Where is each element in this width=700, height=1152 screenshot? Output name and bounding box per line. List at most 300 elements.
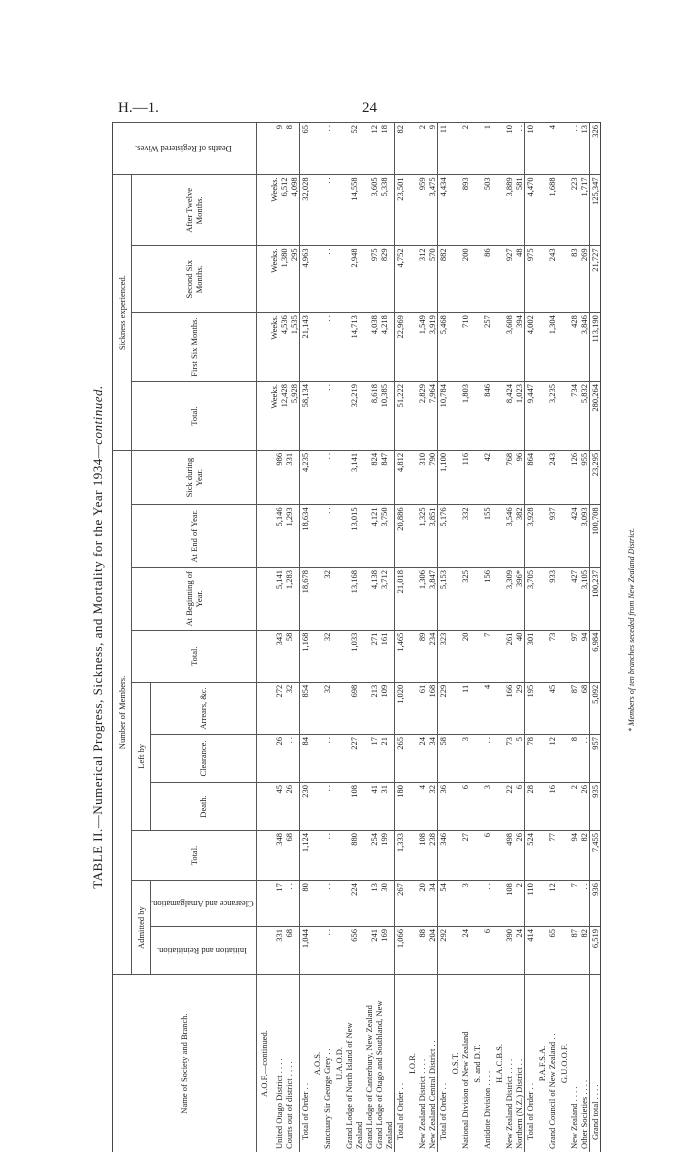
empty-cell [332, 505, 344, 568]
table-cell: 937 [547, 505, 557, 568]
table-cell: 1,100 [437, 450, 448, 504]
table-cell: 113,190 [589, 313, 600, 382]
total-row [299, 123, 310, 1152]
table-cell: 936 [589, 881, 600, 927]
empty-cell [448, 450, 460, 504]
empty-cell [470, 682, 482, 734]
table-cell: 3,093 [579, 505, 590, 568]
table-cell: 5,832 [579, 382, 590, 451]
table-cell: . . [482, 734, 492, 782]
table-cell: 166 29 [504, 682, 525, 734]
table-cell: 42 [482, 450, 492, 504]
table-cell: 524 [524, 830, 535, 880]
empty-cell [448, 382, 460, 451]
table-cell: 78 [524, 734, 535, 782]
table-cell: 200 [460, 246, 470, 313]
table-row [547, 123, 557, 1152]
table-cell: 17 . . [269, 881, 300, 927]
empty-cell [557, 313, 569, 382]
empty-cell [470, 123, 482, 175]
empty-cell [405, 175, 417, 246]
table-cell: 4,038 4,218 [364, 313, 395, 382]
empty-cell [332, 630, 344, 682]
empty-cell [448, 567, 460, 630]
empty-cell [256, 382, 269, 451]
table-caption [90, 122, 106, 1152]
table-cell: 126 [569, 450, 579, 504]
row-label: Grand total . . . . [589, 975, 600, 1152]
table-cell: 87 [569, 682, 579, 734]
table-cell: 88 204 [417, 927, 438, 975]
table-cell: 13 30 [364, 881, 395, 927]
table-cell: 3,605 5,338 [364, 175, 395, 246]
table-cell: Weeks. 4,536 1,535 [269, 313, 300, 382]
table-cell: 195 [524, 682, 535, 734]
section-label: P.A.F.S.A. [535, 975, 547, 1152]
table-cell: 280,264 [589, 382, 600, 451]
table-cell: 986 331 [269, 450, 300, 504]
section-header-row [405, 123, 417, 1152]
empty-cell [310, 567, 322, 630]
empty-cell [310, 175, 322, 246]
header-clearance: Clearance and Amalgamation. [151, 881, 257, 927]
table-cell: 156 [482, 567, 492, 630]
table-cell: 65 [299, 123, 310, 175]
empty-cell [492, 567, 504, 630]
table-cell: 45 26 [269, 782, 300, 830]
empty-cell [405, 927, 417, 975]
empty-cell [310, 782, 322, 830]
table-cell: 54 [437, 881, 448, 927]
table-cell: 7 [482, 630, 492, 682]
row-label: Grand Council of New Zealand . . [547, 975, 557, 1152]
row-label: Antidote Division . . . . [482, 975, 492, 1152]
table-cell: 261 40 [504, 630, 525, 682]
table-cell: 77 [547, 830, 557, 880]
table-cell: 4,470 [524, 175, 535, 246]
table-cell: 58 [437, 734, 448, 782]
empty-cell [470, 567, 482, 630]
empty-cell [492, 123, 504, 175]
table-cell: 23,501 [394, 175, 405, 246]
empty-cell [492, 830, 504, 880]
empty-cell [332, 175, 344, 246]
table-cell: 424 [569, 505, 579, 568]
table-cell: 89 234 [417, 630, 438, 682]
table-cell: . . [482, 881, 492, 927]
table-cell: 223 [569, 175, 579, 246]
table-cell: 2 [460, 123, 470, 175]
empty-cell [470, 175, 482, 246]
header-death: Death. [151, 782, 257, 830]
empty-cell [332, 830, 344, 880]
empty-cell [470, 505, 482, 568]
table-cell: 3,928 [524, 505, 535, 568]
empty-cell [492, 505, 504, 568]
table-cell: 51,222 [394, 382, 405, 451]
table-cell: 18,678 [299, 567, 310, 630]
empty-cell [535, 782, 547, 830]
empty-cell [332, 313, 344, 382]
table-cell: 14,558 [344, 175, 364, 246]
rotated-table-page [90, 122, 650, 1152]
empty-cell [405, 505, 417, 568]
table-cell: . . [322, 782, 332, 830]
table-cell: 3,141 [344, 450, 364, 504]
table-cell: 108 [344, 782, 364, 830]
empty-cell [256, 927, 269, 975]
table-cell: Weeks. 6,512 4,098 [269, 175, 300, 246]
table-cell: . . [579, 734, 590, 782]
table-cell: 2 [569, 782, 579, 830]
empty-cell [256, 505, 269, 568]
header-arrears: Arrears, &c. [151, 682, 257, 734]
section-label: S. and D.T. [470, 975, 482, 1152]
table-cell: 12 18 [364, 123, 395, 175]
table-row [322, 123, 332, 1152]
table-cell: 927 48 [504, 246, 525, 313]
row-label: Other Societies . . . . [579, 975, 590, 1152]
table-cell: 32 [322, 567, 332, 630]
table-cell: 3,235 [547, 382, 557, 451]
row-label: Total of Order . . [394, 975, 405, 1152]
header-clear: Clearance. [151, 734, 257, 782]
empty-cell [448, 630, 460, 682]
table-cell: 36 [437, 782, 448, 830]
table-cell: 20 [460, 630, 470, 682]
empty-cell [405, 881, 417, 927]
table-cell: 4 32 [417, 782, 438, 830]
empty-cell [448, 830, 460, 880]
header-deaths-wives: Deaths of Registered Wives. [113, 123, 257, 175]
table-cell: . . [322, 313, 332, 382]
table-cell: 94 [569, 830, 579, 880]
empty-cell [256, 175, 269, 246]
header-total-sickness: Total. [132, 382, 257, 451]
table-cell: 180 [394, 782, 405, 830]
table-cell: 6,519 [589, 927, 600, 975]
table-cell: 24 34 [417, 734, 438, 782]
header-first-six: First Six Months. [132, 313, 257, 382]
table-cell: 310 790 [417, 450, 438, 504]
empty-cell [332, 567, 344, 630]
section-header-row [310, 123, 322, 1152]
table-cell: 1,020 [394, 682, 405, 734]
empty-cell [448, 927, 460, 975]
empty-cell [492, 382, 504, 451]
empty-cell [470, 782, 482, 830]
table-cell: 326 [589, 123, 600, 175]
empty-cell [256, 246, 269, 313]
table-cell: 82 [579, 830, 590, 880]
empty-cell [448, 881, 460, 927]
empty-cell [310, 313, 322, 382]
table-cell: 125,347 [589, 175, 600, 246]
empty-cell [448, 175, 460, 246]
empty-cell [535, 505, 547, 568]
table-cell: 10 . . [504, 123, 525, 175]
table-cell: 893 [460, 175, 470, 246]
section-header-row [448, 123, 460, 1152]
row-label: Grand Lodge of North Island of New Zealand [344, 975, 364, 1152]
empty-cell [256, 567, 269, 630]
table-cell: 84 [299, 734, 310, 782]
table-cell: 503 [482, 175, 492, 246]
table-cell: 12 [547, 881, 557, 927]
table-cell: 8 [569, 734, 579, 782]
table-cell: 80 [299, 881, 310, 927]
table-cell: 710 [460, 313, 470, 382]
table-cell: 108 238 [417, 830, 438, 880]
table-cell: 11 [437, 123, 448, 175]
table-cell: 20 34 [417, 881, 438, 927]
caption-continued: continued. [90, 385, 105, 445]
empty-cell [310, 123, 322, 175]
table-cell: 52 [344, 123, 364, 175]
table-cell: 155 [482, 505, 492, 568]
table-cell: 292 [437, 927, 448, 975]
empty-cell [470, 313, 482, 382]
empty-cell [405, 246, 417, 313]
section-label: H.A.C.B.S. [492, 975, 504, 1152]
empty-cell [256, 313, 269, 382]
table-cell: 1,306 3,847 [417, 567, 438, 630]
empty-cell [332, 382, 344, 451]
empty-cell [492, 313, 504, 382]
page-number: 24 [362, 100, 377, 117]
table-cell: 18,634 [299, 505, 310, 568]
empty-cell [332, 682, 344, 734]
empty-cell [332, 450, 344, 504]
empty-cell [310, 927, 322, 975]
table-cell: 10,784 [437, 382, 448, 451]
table-cell: 224 [344, 881, 364, 927]
table-cell: 414 [524, 927, 535, 975]
empty-cell [535, 734, 547, 782]
table-cell: 975 829 [364, 246, 395, 313]
table-cell: 32,219 [344, 382, 364, 451]
empty-cell [405, 782, 417, 830]
section-label: A.O.F.—continued. [256, 975, 269, 1152]
section-header-row [492, 123, 504, 1152]
section-label: G.U.O.O.F. [557, 975, 569, 1152]
table-cell: . . [322, 450, 332, 504]
empty-cell [470, 927, 482, 975]
table-cell: 846 [482, 382, 492, 451]
table-cell: 14,713 [344, 313, 364, 382]
table-cell: 68 [579, 682, 590, 734]
empty-cell [405, 682, 417, 734]
table-row [569, 123, 579, 1152]
table-cell: 4,434 [437, 175, 448, 246]
empty-cell [557, 630, 569, 682]
table-cell: 17 21 [364, 734, 395, 782]
table-cell: . . [579, 881, 590, 927]
table-cell: 312 570 [417, 246, 438, 313]
empty-cell [470, 246, 482, 313]
empty-cell [405, 450, 417, 504]
table-cell: 346 [437, 830, 448, 880]
empty-cell [470, 450, 482, 504]
table-cell: 26 [579, 782, 590, 830]
empty-cell [405, 567, 417, 630]
table-cell: 331 68 [269, 927, 300, 975]
empty-cell [535, 927, 547, 975]
table-cell: 100,708 [589, 505, 600, 568]
table-cell: 880 [344, 830, 364, 880]
row-label: National Division of New Zealand [460, 975, 470, 1152]
table-cell: 267 [394, 881, 405, 927]
table-cell: 5,153 [437, 567, 448, 630]
table-row [579, 123, 590, 1152]
table-cell: 21,018 [394, 567, 405, 630]
table-row [504, 123, 525, 1152]
table-cell: 4 [547, 123, 557, 175]
empty-cell [310, 830, 322, 880]
table-cell: 1,168 [299, 630, 310, 682]
empty-cell [256, 881, 269, 927]
table-cell: 348 68 [269, 830, 300, 880]
table-cell: . . [322, 734, 332, 782]
table-cell: 116 [460, 450, 470, 504]
section-header-row [557, 123, 569, 1152]
table-cell: 26 . . [269, 734, 300, 782]
table-cell: 1,325 3,851 [417, 505, 438, 568]
empty-cell [557, 682, 569, 734]
table-cell: 5,176 [437, 505, 448, 568]
table-cell: 265 [394, 734, 405, 782]
table-cell: 108 2 [504, 881, 525, 927]
empty-cell [310, 246, 322, 313]
table-cell: 229 [437, 682, 448, 734]
table-cell: 323 [437, 630, 448, 682]
empty-cell [535, 175, 547, 246]
empty-cell [535, 567, 547, 630]
table-cell: 243 [547, 246, 557, 313]
footnote: * Members of ten branches seceded from New Zealand District. [627, 528, 636, 732]
table-cell: 698 [344, 682, 364, 734]
empty-cell [448, 123, 460, 175]
table-cell: 428 [569, 313, 579, 382]
table-cell: 5,146 1,293 [269, 505, 300, 568]
table-cell: 3,546 382 [504, 505, 525, 568]
empty-cell [310, 505, 322, 568]
table-cell: 27 [460, 830, 470, 880]
table-cell: 935 [589, 782, 600, 830]
row-label: New Zealand District . . . . Northern (N.Z.) District . . [504, 975, 525, 1152]
table-cell: 65 [547, 927, 557, 975]
caption-main: TABLE II.—Numerical Progress, Sickness, and Mortality for the Year 1934— [90, 445, 105, 889]
table-cell: 8,424 1,023 [504, 382, 525, 451]
row-label: New Zealand . . . . [569, 975, 579, 1152]
empty-cell [310, 450, 322, 504]
total-row [589, 123, 600, 1152]
table-cell: 227 [344, 734, 364, 782]
empty-cell [448, 682, 460, 734]
empty-cell [535, 313, 547, 382]
table-cell: 83 [569, 246, 579, 313]
table-cell: 3,309 396* [504, 567, 525, 630]
table-cell: 6 [460, 782, 470, 830]
table-cell: 332 [460, 505, 470, 568]
table-cell: 86 [482, 246, 492, 313]
empty-cell [492, 246, 504, 313]
statistics-table [112, 122, 601, 1152]
total-row [437, 123, 448, 1152]
empty-cell [448, 734, 460, 782]
total-row [394, 123, 405, 1152]
empty-cell [470, 734, 482, 782]
table-cell: 73 5 [504, 734, 525, 782]
table-cell: 271 161 [364, 630, 395, 682]
empty-cell [332, 246, 344, 313]
empty-cell [492, 927, 504, 975]
empty-cell [448, 246, 460, 313]
empty-cell [256, 782, 269, 830]
header-sick: Sick during Year. [132, 450, 257, 504]
table-cell: 7 [569, 881, 579, 927]
section-header-row [332, 123, 344, 1152]
table-cell: 1,465 [394, 630, 405, 682]
table-cell: 933 [547, 567, 557, 630]
table-cell: 97 [569, 630, 579, 682]
header-after-twelve: After Twelve Months. [132, 175, 257, 246]
table-cell: 28 [524, 782, 535, 830]
section-label: O.S.T. [448, 975, 460, 1152]
empty-cell [310, 382, 322, 451]
empty-cell [332, 927, 344, 975]
empty-cell [492, 682, 504, 734]
empty-cell [492, 175, 504, 246]
table-cell: . . [322, 382, 332, 451]
table-cell: 1,066 [394, 927, 405, 975]
row-label: Total of Order . . [437, 975, 448, 1152]
table-cell: 5,468 [437, 313, 448, 382]
table-cell: 32,028 [299, 175, 310, 246]
header-members-group: Number of Members. [113, 450, 132, 974]
header-at-beginning: At Beginning of Year. [132, 567, 257, 630]
table-cell: 94 [579, 630, 590, 682]
table-cell: 5,092 [589, 682, 600, 734]
table-cell: 257 [482, 313, 492, 382]
table-cell: 975 [524, 246, 535, 313]
table-cell: 32 [322, 682, 332, 734]
table-cell: 269 [579, 246, 590, 313]
row-label: Total of Order . . [299, 975, 310, 1152]
empty-cell [405, 630, 417, 682]
table-cell: 254 199 [364, 830, 395, 880]
table-cell: 4,138 3,712 [364, 567, 395, 630]
table-cell: . . [322, 246, 332, 313]
table-cell: 230 [299, 782, 310, 830]
table-cell: 864 [524, 450, 535, 504]
empty-cell [557, 927, 569, 975]
table-cell: . . [322, 175, 332, 246]
table-row [482, 123, 492, 1152]
section-header-row [535, 123, 547, 1152]
table-cell: 3,105 [579, 567, 590, 630]
table-cell: . . [322, 881, 332, 927]
empty-cell [535, 246, 547, 313]
empty-cell [448, 782, 460, 830]
table-row [269, 123, 300, 1152]
table-cell: 213 109 [364, 682, 395, 734]
empty-cell [557, 881, 569, 927]
header-admitted-by: Admitted by [132, 881, 151, 975]
section-label: A.O.S. [310, 975, 322, 1152]
empty-cell [557, 246, 569, 313]
table-cell: . . [322, 123, 332, 175]
